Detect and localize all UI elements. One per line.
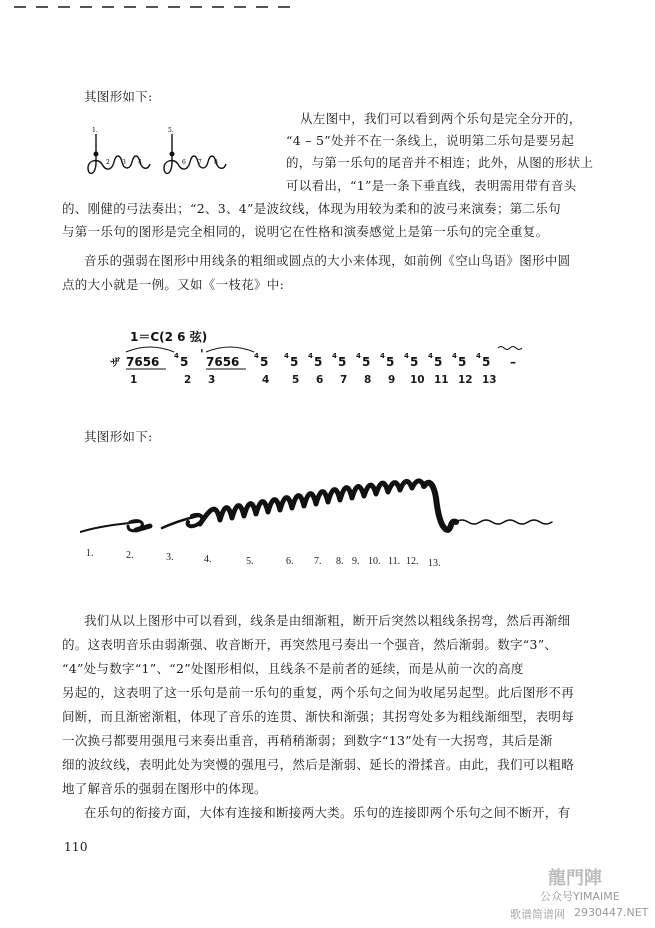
top-dashed-rule [14,6,314,16]
score-key: 1＝C(2 6 弦) [130,330,208,344]
svg-text:5: 5 [362,355,371,369]
svg-text:5: 5 [338,355,347,369]
heading-figure-1: 其图形如下: [84,89,153,104]
para3-line: “4”处与数字“1”、“2”处图形相似，且线条不是前者的延续，而是从前一次的高度 [62,661,524,676]
fig-label: 3 [122,159,126,166]
end-dash: – [510,355,516,369]
fig-label: 6 [182,159,186,166]
graph-label: 9. [352,556,360,567]
graph-label: 11. [388,556,401,567]
measure-number: 3 [208,374,216,386]
para3-line: 一次换弓都要用强甩弓来奏出重音，再稍稍渐弱；到数字“13”处有一大拐弯，其后是渐 [62,733,553,748]
para2-line: 音乐的强弱在图形中用线条的粗细或圆点的大小来体现，如前例《空山鸟语》图形中圆 [84,253,571,268]
svg-text:4: 4 [428,352,433,360]
page-number: 110 [64,840,88,854]
para3-line: 地了解音乐的强弱在图形中的体现。 [62,781,267,796]
measure-number: 7 [340,374,348,386]
svg-text:': ' [200,347,204,361]
measure-number: 2 [184,374,192,386]
para3-line: 的。这表明音乐由弱渐强、收音断开，再突然甩弓奏出一个强音，然后渐弱。数字“3”、 [62,637,558,652]
svg-text:4: 4 [308,352,313,360]
para1-line: 从左图中，我们可以看到两个乐句是完全分开的， [300,111,582,126]
para3-line: 我们从以上图形中可以看到，线条是由细渐粗，断开后突然以粗线条拐弯，然后再渐细 [84,613,571,628]
measure-number: 4 [262,374,270,386]
graph-label: 2. [126,550,134,561]
svg-text:4: 4 [332,352,337,360]
note-group: 7656 [126,355,160,369]
watermark-logo: 龍門陣 [548,868,602,889]
graph-label: 1. [86,548,94,559]
graph-label: 10. [368,556,381,567]
svg-text:4: 4 [476,352,481,360]
measure-number: 10 [410,374,425,386]
watermark-id: 2930447.NET [574,906,649,919]
watermark-line2: 歌谱简谱网 [510,908,565,921]
graph-label: 5. [246,556,254,567]
para1-line: 可以看出，“1”是一条下垂直线，表明需用带有音头 [286,178,577,193]
svg-text:4: 4 [356,352,361,360]
para4-line: 在乐句的衔接方面，大体有连接和断接两大类。乐句的连接即两个乐句之间不断开，有 [84,805,571,820]
measure-number: 6 [316,374,324,386]
fig-label: 7 [198,159,202,166]
heading-figure-2: 其图形如下: [84,429,153,444]
measure-number: 1 [130,374,138,386]
measure-number: 11 [434,374,449,386]
measure-number: 13 [482,374,497,386]
svg-text:5: 5 [410,355,419,369]
svg-text:5: 5 [290,355,299,369]
para3-line: 细的波纹线，表明此处为突慢的强甩弓，然后是渐弱、延长的滑揉音。由此，我们可以粗略 [62,757,575,772]
watermark-line1: 公众号YIMAIME [540,890,620,903]
svg-text:4: 4 [284,352,289,360]
svg-text:4: 4 [452,352,457,360]
para1-line: 的，与第一乐句的尾音并不相连；此外，从图的形状上 [286,155,594,170]
para2-line: 点的大小就是一例。又如《一枝花》中: [62,277,285,292]
svg-text:4: 4 [404,352,409,360]
fig-label: 2 [106,159,110,166]
svg-text:5: 5 [434,355,443,369]
para1-line: 与第一乐句的图形是完全相同的，说明它在性格和演奏感觉上是第一乐句的完全重复。 [62,224,549,239]
note: 5 [180,355,189,369]
svg-text:4: 4 [254,352,259,360]
measure-number: 5 [292,374,300,386]
measure-number: 8 [364,374,372,386]
svg-text:5: 5 [482,355,491,369]
note: 5 [260,355,269,369]
graph-label: 6. [286,556,294,567]
note-group: 7656 [206,355,240,369]
graph-label: 8. [336,556,344,567]
svg-text:4: 4 [380,352,385,360]
fig-label: 5. [168,127,174,134]
svg-text:5: 5 [314,355,323,369]
phrase-shape-figure [84,124,244,184]
dynamics-graph [80,476,570,546]
graph-label: 4. [204,554,212,565]
para3-line: 另起的，这表明了这一乐句是前一乐句的重复，两个乐句之间为收尾另起型。此后图形不再 [62,685,575,700]
graph-label: 13. [428,558,441,569]
fig-label: 4 [138,159,142,166]
para1-line: “4 – 5”处并不在一条线上，说明第二乐句是要另起 [286,133,575,148]
para1-line: 的、刚健的弓法奏出；“2、3、4”是波纹线，体现为用较为柔和的波弓来演奏；第二乐句 [62,201,561,216]
grace-note: 4 [174,352,179,360]
measure-number: 12 [458,374,473,386]
graph-label: 7. [314,556,322,567]
graph-label: 12. [406,556,419,567]
svg-text:5: 5 [386,355,395,369]
graph-label: 3. [166,552,174,563]
measure-number: 9 [388,374,396,386]
svg-text:5: 5 [458,355,467,369]
svg-text:ザ: ザ [110,358,120,369]
fig-label: 8 [214,159,218,166]
fig-label: 1. [92,127,98,134]
para3-line: 间断，而且渐密渐粗，体现了音乐的连贯、渐快和渐强；其拐弯处多为粗线渐细型，表明每 [62,709,575,724]
